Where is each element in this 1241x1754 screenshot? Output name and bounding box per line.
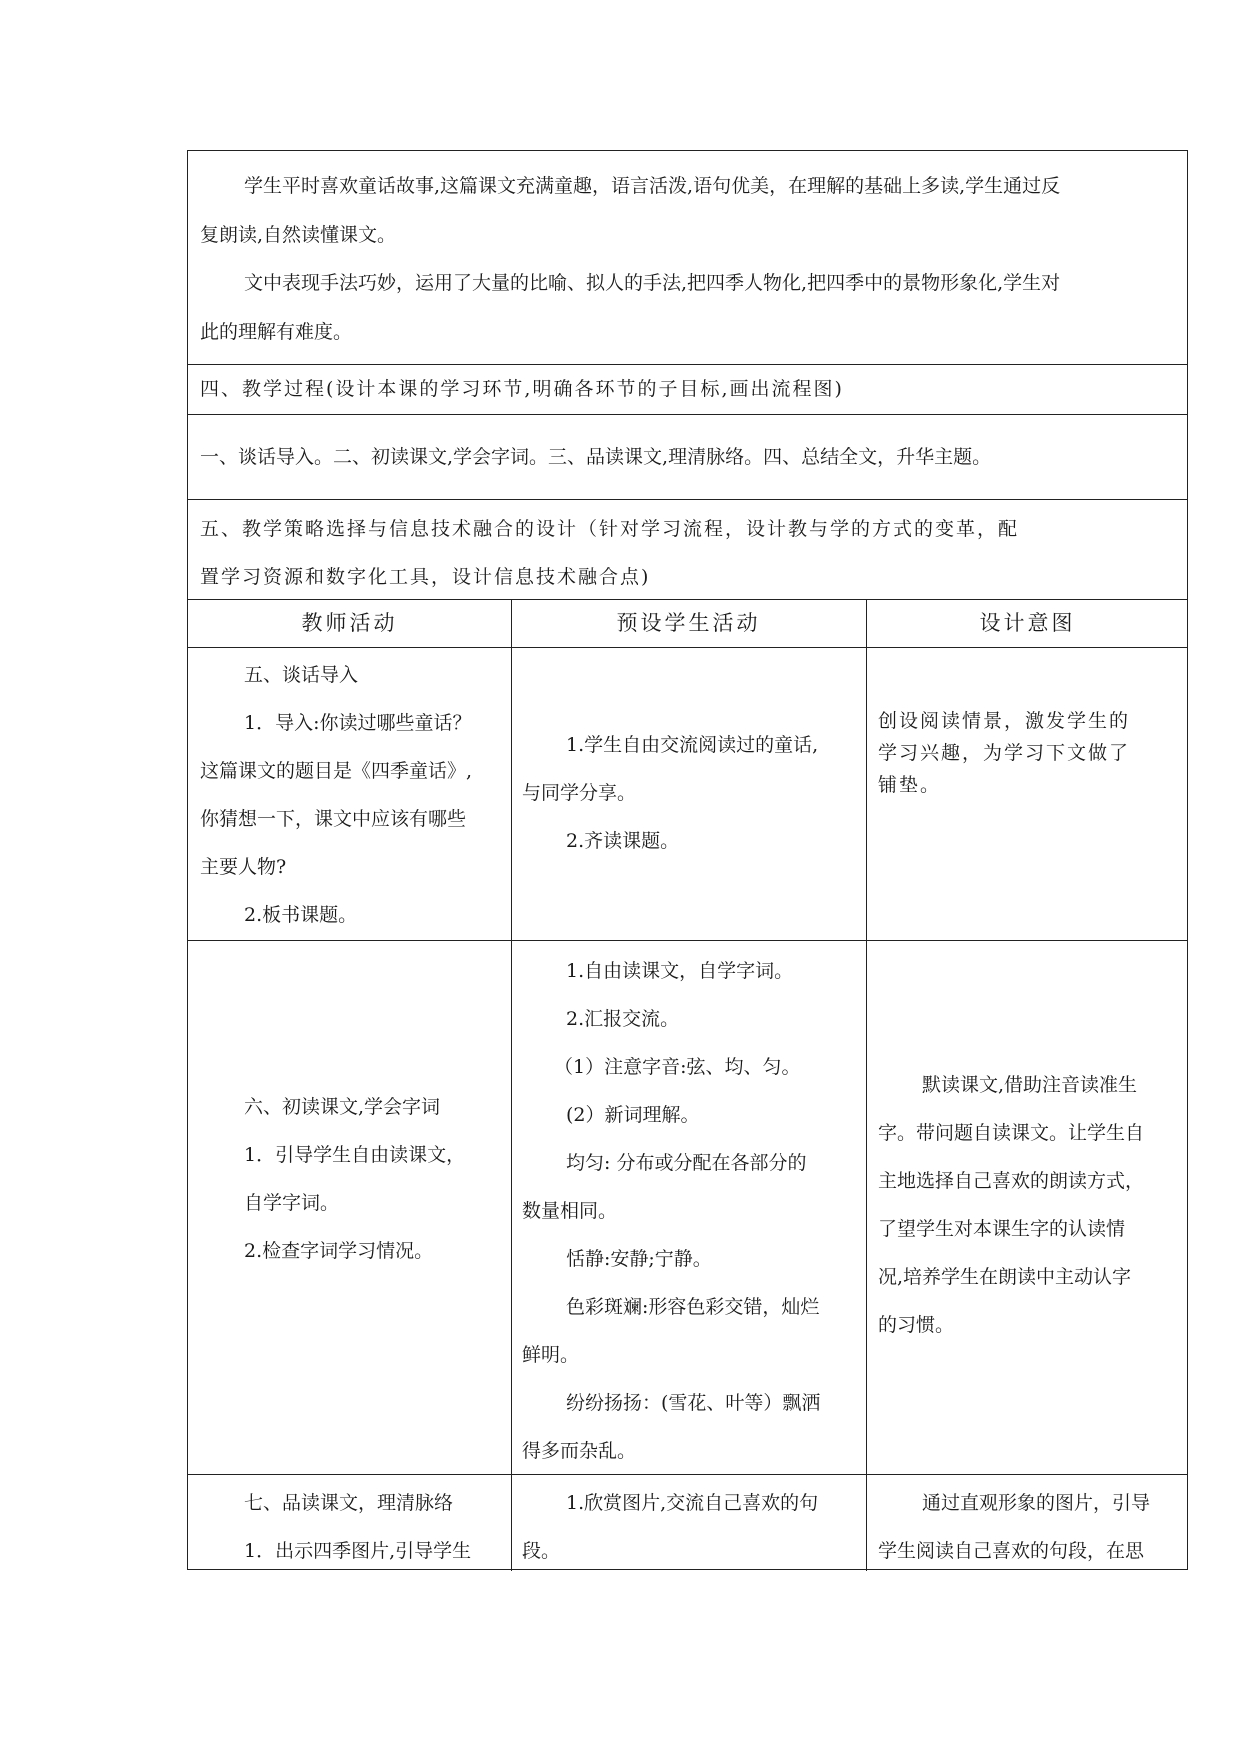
rule-after-table-header bbox=[188, 647, 1187, 648]
row1-student-line: 2.齐读课题。 bbox=[566, 830, 680, 852]
row2-student-line: 2.汇报交流。 bbox=[566, 1008, 680, 1030]
row2-teacher-line: 自学字词。 bbox=[244, 1192, 340, 1214]
row2-teacher-line: 六、初读课文,学会字词 bbox=[244, 1096, 441, 1118]
row2-student-line: 恬静:安静;宁静。 bbox=[566, 1248, 712, 1270]
row2-intent-line: 字。带问题自读课文。让学生自 bbox=[878, 1122, 1145, 1144]
row1-teacher-line: 1．导入:你读过哪些童话？ bbox=[244, 712, 472, 734]
rule-after-row1 bbox=[188, 940, 1187, 941]
row2-intent-line: 的习惯。 bbox=[878, 1314, 955, 1336]
intro-paragraph-1-line-1: 学生平时喜欢童话故事,这篇课文充满童趣，语言活泼,语句优美，在理解的基础上多读,学生通过反 bbox=[244, 175, 1061, 197]
row2-student-line: 得多而杂乱。 bbox=[522, 1440, 637, 1462]
rule-after-section4-heading bbox=[188, 414, 1187, 415]
intro-paragraph-1-line-2: 复朗读,自然读懂课文。 bbox=[200, 224, 397, 246]
row2-intent-line: 主地选择自己喜欢的朗读方式， bbox=[878, 1170, 1145, 1192]
row2-student-line: 数量相同。 bbox=[522, 1200, 618, 1222]
row3-intent-line: 学生阅读自己喜欢的句段，在思 bbox=[878, 1540, 1145, 1562]
row2-student-line: 1.自由读课文，自学字词。 bbox=[566, 960, 794, 982]
row3-intent-line: 通过直观形象的图片，引导 bbox=[922, 1492, 1151, 1514]
header-design-intent: 设计意图 bbox=[979, 611, 1076, 635]
row1-teacher-line: 2.板书课题。 bbox=[244, 904, 358, 926]
row2-teacher-line: 1．引导学生自由读课文， bbox=[244, 1144, 466, 1166]
row1-teacher-line: 你猜想一下，课文中应该有哪些 bbox=[200, 808, 467, 830]
header-teacher-activity: 教师活动 bbox=[301, 611, 398, 635]
row2-student-line: 鲜明。 bbox=[522, 1344, 580, 1366]
row2-teacher-line: 2.检查字词学习情况。 bbox=[244, 1240, 434, 1262]
rule-after-row2 bbox=[188, 1474, 1187, 1475]
row1-teacher-line: 主要人物? bbox=[200, 856, 287, 878]
row1-intent-line: 创设阅读情景，激发学生的 bbox=[878, 710, 1131, 732]
intro-paragraph-2-line-2: 此的理解有难度。 bbox=[200, 321, 353, 343]
intro-paragraph-2-line-1: 文中表现手法巧妙，运用了大量的比喻、拟人的手法,把四季人物化,把四季中的景物形象化,学生对 bbox=[244, 272, 1061, 294]
column-divider-2 bbox=[866, 599, 867, 1571]
row2-student-line: 纷纷扬扬：(雪花、叶等）飘洒 bbox=[566, 1392, 821, 1414]
section4-heading: 四、教学过程(设计本课的学习环节,明确各环节的子目标,画出流程图) bbox=[200, 378, 844, 400]
row1-teacher-line: 五、谈话导入 bbox=[244, 664, 359, 686]
row2-student-line: 均匀: 分布或分配在各部分的 bbox=[566, 1152, 807, 1174]
row3-student-line: 段。 bbox=[522, 1540, 561, 1562]
column-divider-1 bbox=[511, 599, 512, 1571]
row3-teacher-line: 1．出示四季图片,引导学生 bbox=[244, 1540, 472, 1562]
teaching-flow-summary: 一、谈话导入。二、初读课文,学会字词。三、品读课文,理清脉络。四、总结全文，升华主题。 bbox=[200, 446, 992, 468]
row2-student-line: （1）注意字音:弦、均、匀。 bbox=[554, 1056, 801, 1078]
row2-intent-line: 了望学生对本课生字的认读情 bbox=[878, 1218, 1126, 1240]
row1-intent-line: 学习兴趣，为学习下文做了 bbox=[878, 742, 1131, 764]
row1-intent-line: 铺垫。 bbox=[878, 774, 942, 796]
row1-teacher-line: 这篇课文的题目是《四季童话》, bbox=[200, 760, 473, 782]
row2-intent-line: 默读课文,借助注音读准生 bbox=[922, 1074, 1138, 1096]
section5-heading-line-2: 置学习资源和数字化工具，设计信息技术融合点) bbox=[200, 566, 651, 588]
lesson-plan-frame bbox=[187, 150, 1188, 1570]
row2-student-line: (2）新词理解。 bbox=[566, 1104, 700, 1126]
rule-after-flow bbox=[188, 499, 1187, 500]
row1-student-line: 1.学生自由交流阅读过的童话, bbox=[566, 734, 819, 756]
section5-heading-line-1: 五、教学策略选择与信息技术融合的设计（针对学习流程，设计教与学的方式的变革，配 bbox=[200, 518, 1020, 540]
row2-intent-line: 况,培养学生在朗读中主动认字 bbox=[878, 1266, 1132, 1288]
row3-teacher-line: 七、品读课文，理清脉络 bbox=[244, 1492, 454, 1514]
row3-student-line: 1.欣赏图片,交流自己喜欢的句 bbox=[566, 1492, 819, 1514]
row2-student-line: 色彩斑斓:形容色彩交错，灿烂 bbox=[566, 1296, 820, 1318]
header-student-activity: 预设学生活动 bbox=[616, 611, 761, 635]
row1-student-line: 与同学分享。 bbox=[522, 782, 637, 804]
